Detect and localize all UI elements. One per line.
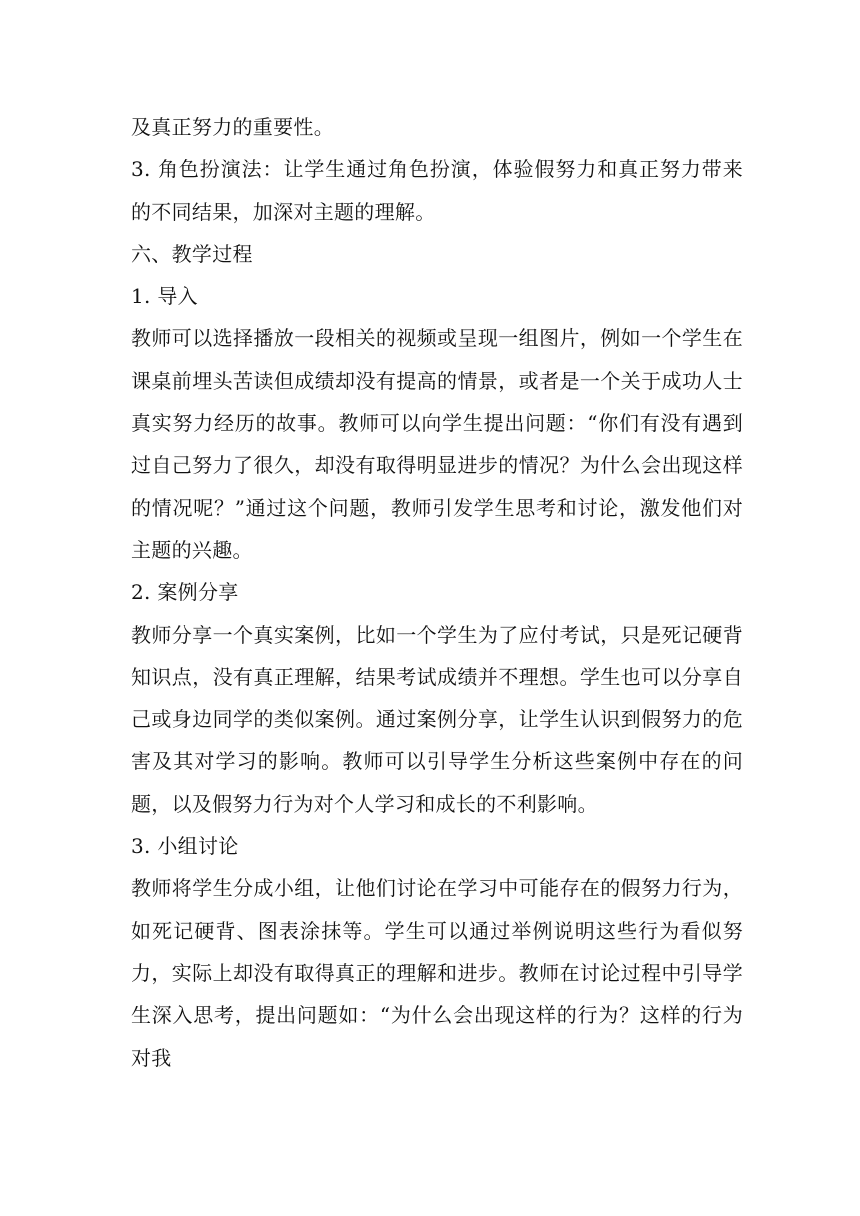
paragraph-group-discussion: 教师将学生分成小组，让他们讨论在学习中可能存在的假努力行为，如死记硬背、图表涂抹等。学生可以通过举例说明这些行为看似努力，实际上却没有取得真正的理解和进步。教师在讨论过程中引导学生深入思考，提出问题如：“为什么会出现这样的行为？这样的行为对我 [131, 876, 743, 1070]
subheading-case-sharing: 2. 案例分享 [131, 580, 239, 605]
section-heading-teaching-process: 六、教学过程 [131, 241, 253, 266]
paragraph-case-sharing: 教师分享一个真实案例，比如一个学生为了应付考试，只是死记硬背知识点，没有真正理解，结果考试成绩并不理想。学生也可以分享自己或身边同学的类似案例。通过案例分享，让学生认识到假努力的危害及其对学习的影响。教师可以引导学生分析这些案例中存在的问题，以及假努力行为对个人学习和成长的不利影响。 [131, 622, 743, 816]
subheading-group-discussion: 3. 小组讨论 [131, 834, 239, 859]
paragraph-continuation: 及真正努力的重要性。 [131, 115, 334, 139]
paragraph-introduction: 教师可以选择播放一段相关的视频或呈现一组图片，例如一个学生在课桌前埋头苦读但成绩却没有提高的情景，或者是一个关于成功人士真实努力经历的故事。教师可以向学生提出问题：“你们有没有遇到过自己努力了很久，却没有取得明显进步的情况？为什么会出现这样的情况呢？”通过这个问题，教师引发学生思考和讨论，激发他们对主题的兴趣。 [131, 326, 743, 562]
subheading-introduction: 1. 导入 [131, 284, 198, 309]
document-body [131, 106, 743, 1079]
paragraph-role-play-method: 3. 角色扮演法：让学生通过角色扮演，体验假努力和真正努力带来的不同结果，加深对主题的理解。 [131, 157, 743, 224]
